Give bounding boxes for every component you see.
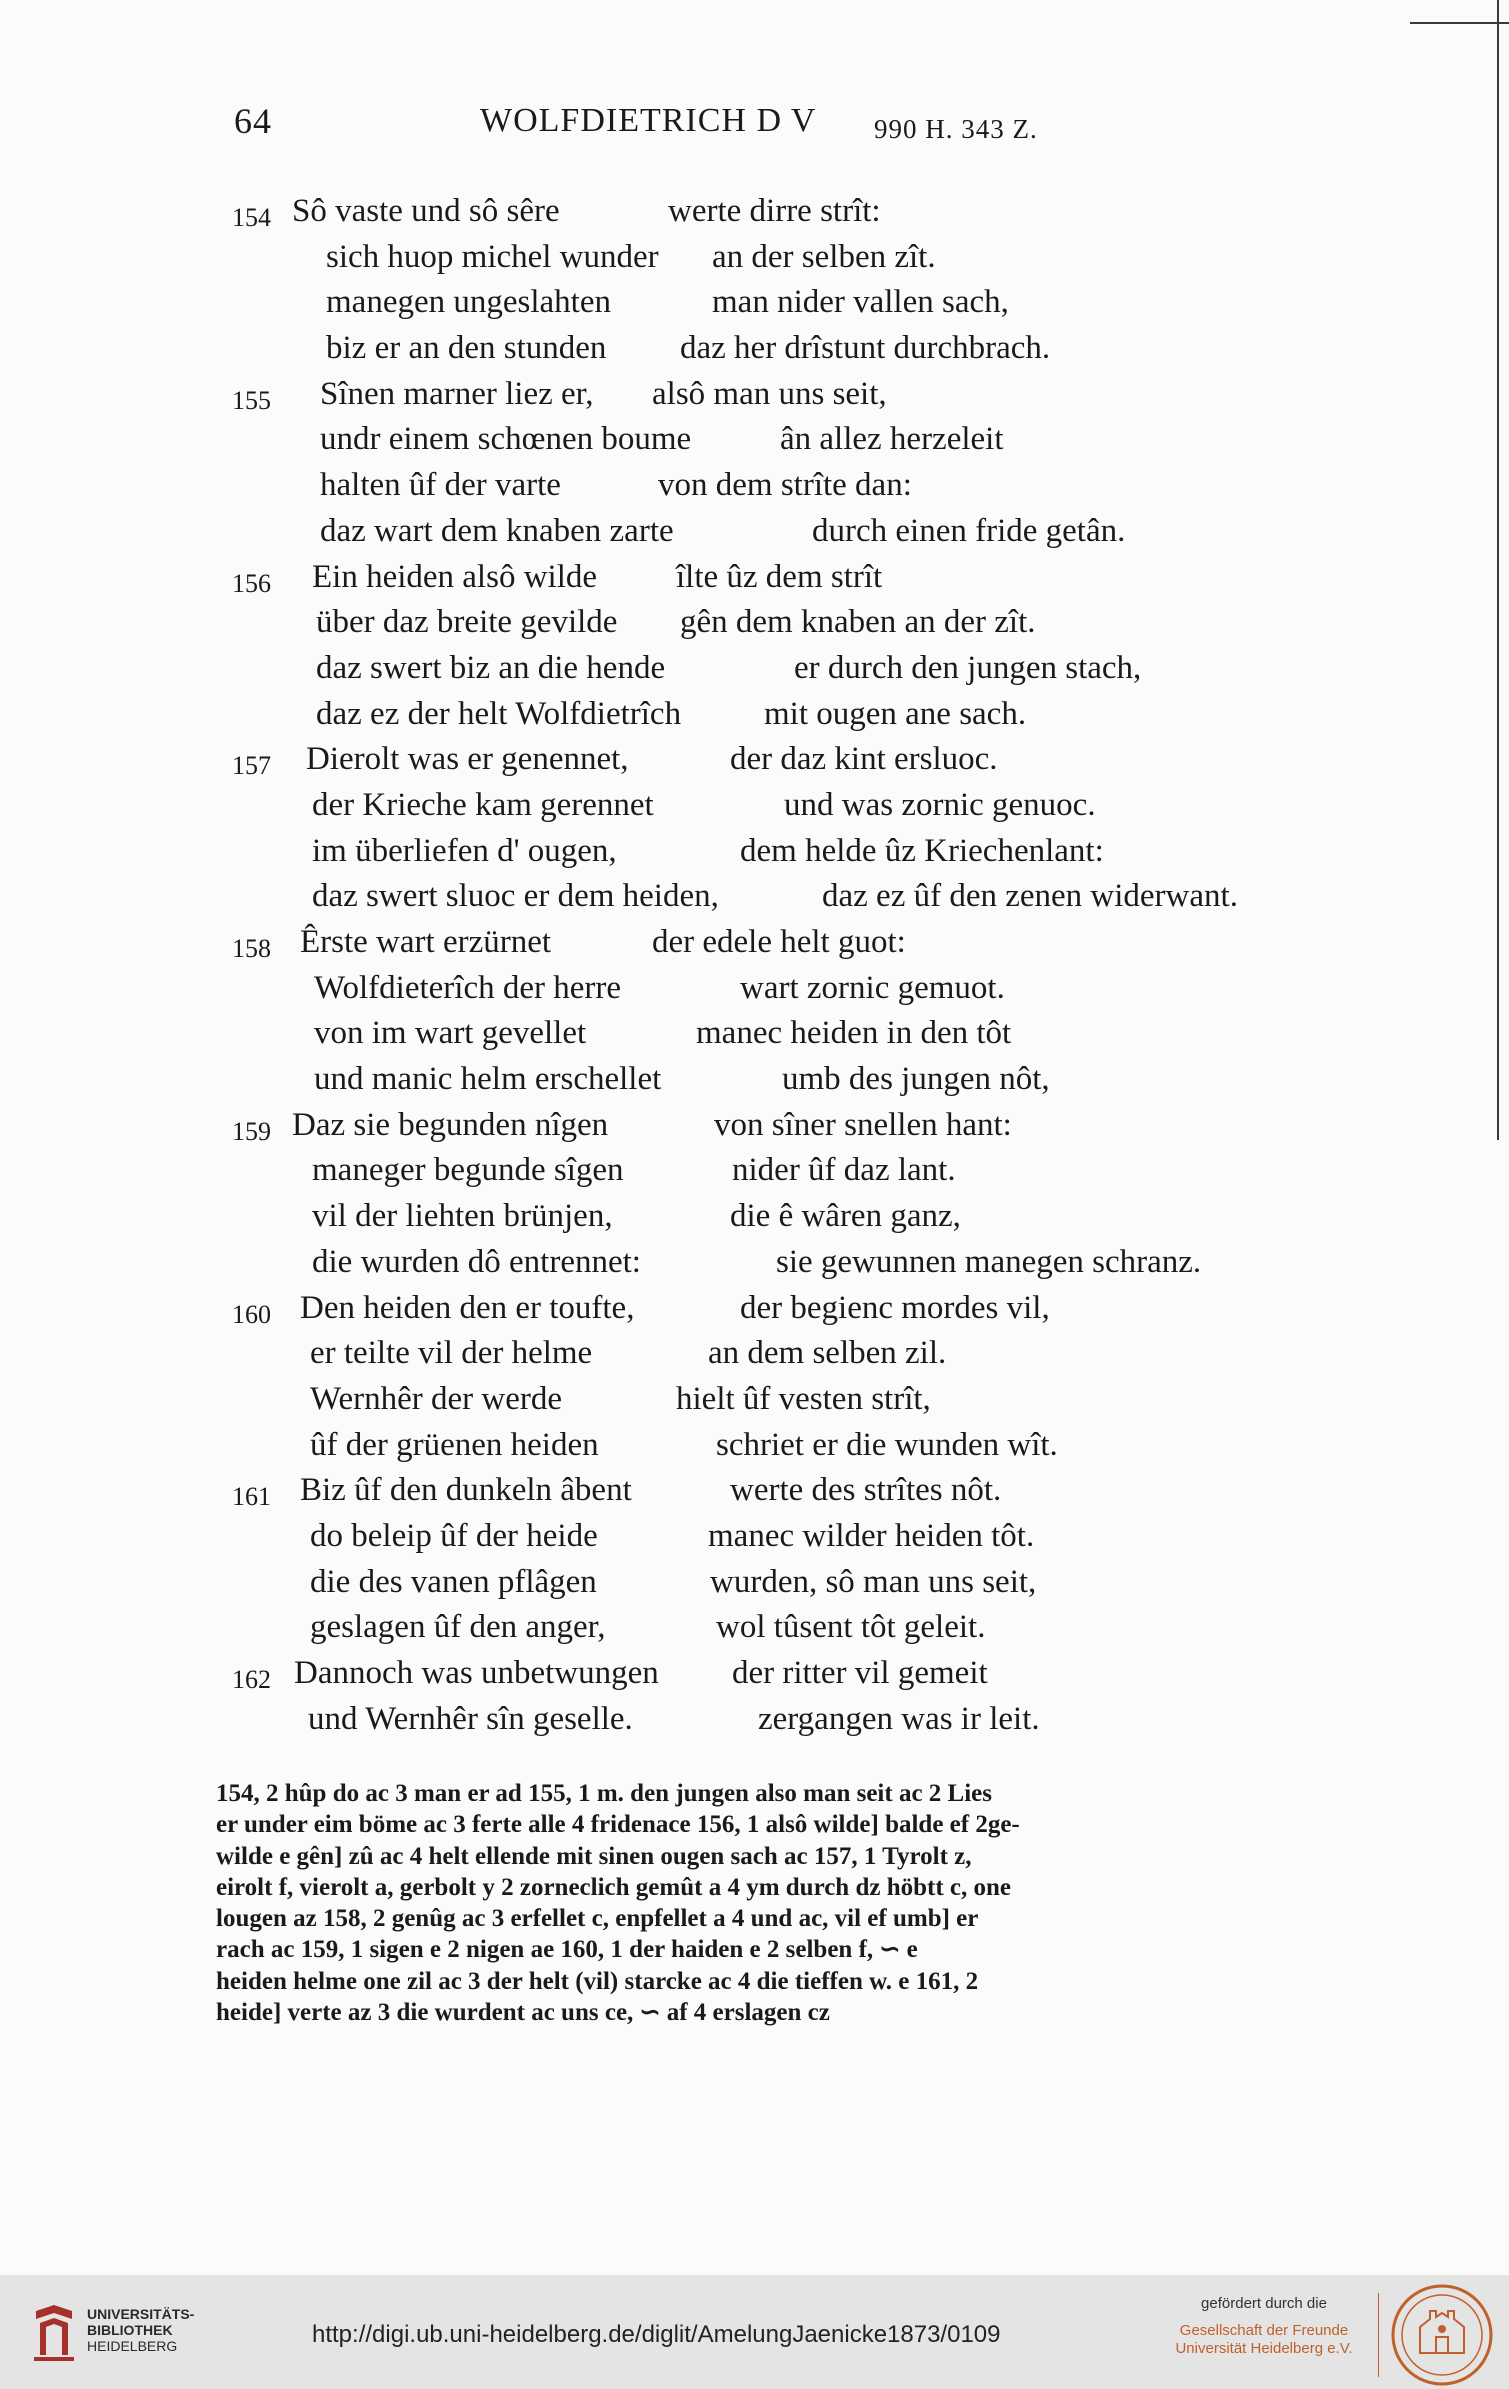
verse-line [0,696,1509,742]
apparatus-line: rach ac 159, 1 sigen e 2 nigen ae 160, 1 der haiden e 2 selben f, ∽ e [216,1936,918,1964]
verse-line [0,1015,1509,1061]
running-header [234,100,1074,152]
verse-second-half: wol tûsent tôt geleit. [716,1609,986,1646]
crop-mark-top [1410,22,1509,24]
apparatus-line: heiden helme one zil ac 3 der helt (vil) starcke ac 4 die tieffen w. e 161, 2 [216,1967,979,1995]
verse-line [0,1701,1509,1747]
verse-line [0,787,1509,833]
verse-second-half: wart zornic gemuot. [740,969,1005,1006]
verse-line [0,330,1509,376]
verse-line [0,1335,1509,1381]
sponsor-divider [1378,2293,1379,2377]
verse-line [0,1107,1509,1153]
digitization-footer [0,2275,1509,2389]
verse-first-half: und Wernhêr sîn geselle. [308,1700,633,1737]
verse-first-half: Dannoch was unbetwungen [294,1655,659,1691]
verse-second-half: der edele helt guot: [652,924,906,960]
verse-line [0,604,1509,650]
verse-first-half: Êrste wart erzürnet [300,924,552,960]
verse-first-half: Ein heiden alsô wilde [312,558,598,595]
verse-first-half: Wolfdieterîch der herre [314,969,622,1006]
stanza-number: 159 [232,1116,271,1146]
verse-first-half: maneger begunde sîgen [312,1152,624,1189]
verse-line [0,650,1509,696]
verse-line [0,878,1509,924]
verse-second-half: werte des strîtes nôt. [730,1472,1002,1509]
verse-second-half: durch einen fride getân. [812,512,1126,549]
apparatus-line: wilde e gên] zû ac 4 helt ellende mit sinen ougen sach ac 157, 1 Tyrolt z, [216,1842,972,1870]
verse-second-half: dem helde ûz Kriechenlant: [740,832,1104,869]
verse-first-half: Daz sie begunden nîgen [292,1106,609,1143]
library-name: UNIVERSITÄTS- BIBLIOTHEK HEIDELBERG [87,2306,195,2354]
stanza-number: 161 [232,1482,271,1512]
verse-text [0,193,1509,1746]
verse-line [0,1152,1509,1198]
verse-first-half: im überliefen d' ougen, [312,832,617,869]
verse-first-half: manegen ungeslahten [326,284,611,321]
verse-line [0,741,1509,787]
verse-second-half: daz ez ûf den zenen widerwant. [822,878,1238,915]
verse-first-half: halten ûf der varte [320,467,561,504]
verse-first-half: daz ez der helt Wolfdietrîch [316,695,682,732]
verse-second-half: zergangen was ir leit. [758,1700,1040,1737]
verse-second-half: wurden, sô man uns seit, [710,1563,1037,1600]
verse-line [0,1381,1509,1427]
stanza-number: 158 [232,934,271,963]
verse-second-half: an der selben zît. [712,238,936,275]
apparatus-line: lougen az 158, 2 genûg ac 3 erfellet c, enpfellet a 4 und ac, vil ef umb] er [216,1905,979,1933]
university-seal-icon [1390,2283,1494,2387]
verse-second-half: hielt ûf vesten strît, [676,1380,931,1417]
verse-first-half: von im wart gevellet [314,1015,587,1052]
verse-first-half: die wurden dô entrennet: [312,1243,641,1280]
verse-second-half: von sîner snellen hant: [714,1106,1012,1143]
running-title: WOLFDIETRICH D V [480,102,817,139]
verse-first-half: vil der liehten brünjen, [312,1198,613,1235]
verse-line [0,239,1509,285]
verse-line [0,1244,1509,1290]
verse-second-half: sie gewunnen manegen schranz. [776,1243,1202,1280]
verse-line [0,1609,1509,1655]
verse-second-half: gên dem knaben an der zît. [680,604,1036,641]
verse-first-half: sich huop michel wunder [326,238,659,275]
verse-second-half: nider ûf daz lant. [732,1152,956,1189]
verse-second-half: schriet er die wunden wît. [716,1426,1058,1463]
critical-apparatus [216,1778,1322,2028]
verse-line [0,924,1509,970]
verse-first-half: Sô vaste und sô sêre [292,193,560,229]
verse-first-half: die des vanen pflâgen [310,1563,597,1600]
verse-first-half: daz swert biz an die hende [316,649,666,686]
verse-second-half: îlte ûz dem strît [676,558,883,595]
apparatus-line: 154, 2 hûp do ac 3 man er ad 155, 1 m. den jungen also man seit ac 2 Lies [216,1780,992,1807]
verse-second-half: der daz kint ersluoc. [730,741,998,778]
verse-second-half: mit ougen ane sach. [764,695,1027,732]
verse-line [0,1655,1509,1701]
verse-first-half: biz er an den stunden [326,330,607,367]
verse-first-half: undr einem schœnen boume [320,421,692,458]
verse-line [0,1427,1509,1473]
verse-first-half: und manic helm erschellet [314,1061,662,1098]
verse-line [0,1518,1509,1564]
verse-line [0,376,1509,422]
verse-second-half: der ritter vil gemeit [732,1655,988,1691]
verse-second-half: daz her drîstunt durchbrach. [680,330,1051,367]
verse-line [0,970,1509,1016]
apparatus-line: eirolt f, vierolt a, gerbolt y 2 zorneclich gemût a 4 ym durch dz höbtt c, one [216,1873,1012,1901]
verse-first-half: Wernhêr der werde [310,1380,563,1417]
verse-line [0,421,1509,467]
verse-second-half: ân allez herzeleit [780,421,1004,458]
verse-second-half: manec wilder heiden tôt. [708,1517,1035,1554]
stanza-number: 157 [232,751,271,781]
verse-second-half: man nider vallen sach, [712,284,1009,321]
verse-line [0,559,1509,605]
verse-first-half: er teilte vil der helme [310,1335,593,1372]
verse-line [0,1564,1509,1610]
stanza-number: 155 [232,385,271,415]
verse-line [0,513,1509,559]
verse-first-half: Sînen marner liez er, [320,375,594,412]
verse-first-half: daz wart dem knaben zarte [320,512,674,549]
verse-second-half: werte dirre strît: [668,193,881,229]
verse-line [0,284,1509,330]
verse-first-half: Biz ûf den dunkeln âbent [300,1472,632,1509]
verse-second-half: alsô man uns seit, [652,375,887,412]
verse-line [0,1290,1509,1336]
permalink-url[interactable]: http://digi.ub.uni-heidelberg.de/diglit/AmelungJaenicke1873/0109 [312,2321,1001,2348]
running-reference: 990 H. 343 Z. [874,114,1038,144]
verse-line [0,467,1509,513]
verse-first-half: der Krieche kam gerennet [312,786,654,823]
stanza-number: 160 [232,1299,271,1329]
verse-second-half: die ê wâren ganz, [730,1198,961,1235]
stanza-number: 156 [232,568,271,598]
verse-second-half: an dem selben zil. [708,1335,947,1372]
verse-second-half: und was zornic genuoc. [784,786,1096,823]
verse-first-half: Den heiden den er toufte, [300,1289,635,1326]
verse-first-half: daz swert sluoc er dem heiden, [312,878,719,915]
verse-first-half: ûf der grüenen heiden [310,1426,599,1463]
verse-second-half: er durch den jungen stach, [794,649,1142,686]
stanza-number: 154 [232,203,271,232]
stanza-number: 162 [232,1665,271,1694]
library-logo-icon [30,2303,78,2363]
verse-line [0,193,1509,239]
apparatus-line: er under eim böme ac 3 ferte alle 4 fridenace 156, 1 alsô wilde] balde ef 2ge- [216,1811,1020,1839]
sponsor-credit: gefördert durch die Gesellschaft der Freunde Universität Heidelberg e.V. [1175,2295,1353,2357]
verse-line [0,833,1509,879]
verse-line [0,1472,1509,1518]
verse-second-half: von dem strîte dan: [658,467,912,504]
verse-first-half: Dierolt was er genennet, [306,741,629,778]
apparatus-line: heide] verte az 3 die wurdent ac uns ce, ∽ af 4 erslagen cz [216,1999,830,2027]
page-number: 64 [234,101,272,141]
verse-second-half: manec heiden in den tôt [696,1015,1012,1052]
verse-line [0,1061,1509,1107]
verse-second-half: der begienc mordes vil, [740,1289,1050,1326]
verse-second-half: umb des jungen nôt, [782,1061,1050,1098]
verse-line [0,1198,1509,1244]
verse-first-half: geslagen ûf den anger, [310,1609,606,1646]
verse-first-half: do beleip ûf der heide [310,1517,598,1554]
verse-first-half: über daz breite gevilde [316,604,618,641]
